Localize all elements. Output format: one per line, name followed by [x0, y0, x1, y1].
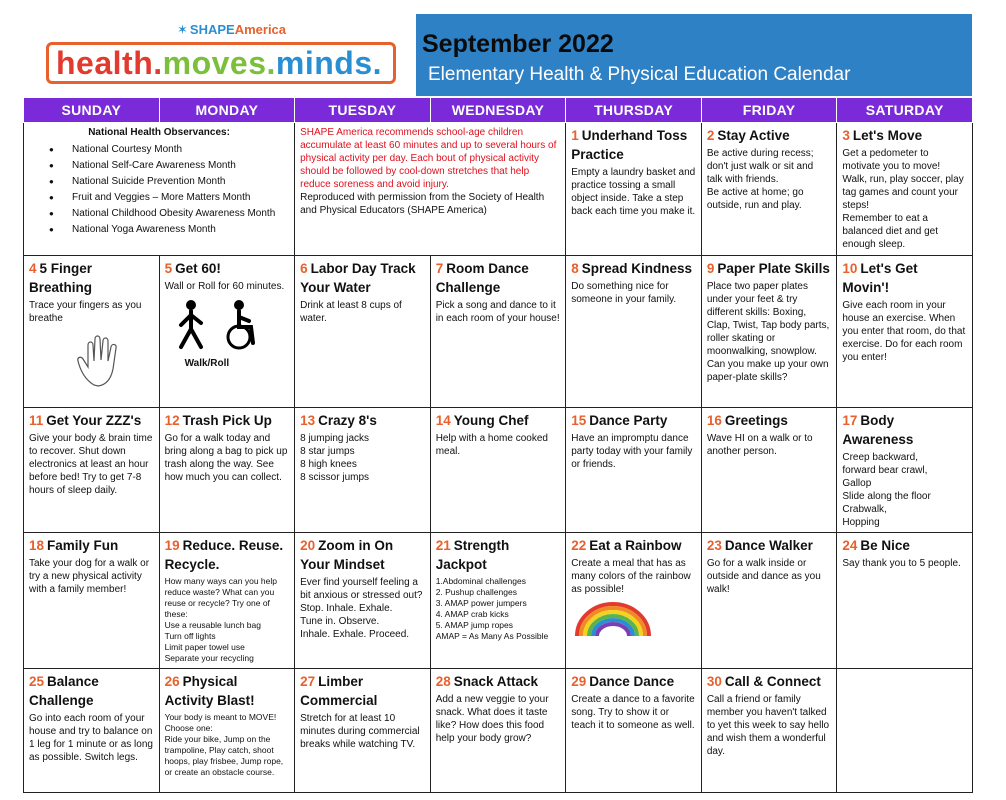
- day-number: 2: [706, 128, 715, 143]
- day-number: 14: [435, 413, 451, 428]
- day-number: 1: [571, 128, 579, 143]
- day-cell-4: [24, 256, 160, 408]
- title-banner: [416, 14, 972, 96]
- day-number: 30: [706, 674, 722, 689]
- day-title: Let's Move: [852, 128, 923, 143]
- observance-item: ● National Self-Care Awareness Month: [29, 158, 289, 174]
- day-cell-25: [24, 669, 160, 793]
- day-text: Create a dance to a favorite song. Try to show it or teach it to someone as well.: [571, 694, 695, 731]
- day-line: Turn off lights: [164, 631, 216, 641]
- day-number: 10: [842, 261, 858, 276]
- day-title: Reduce. Reuse. Recycle.: [164, 538, 284, 572]
- walk-roll-label: Walk/Roll: [184, 358, 230, 369]
- day-line: Slide along the floor: [842, 491, 931, 502]
- day-cell-16: [701, 408, 837, 533]
- day-heading: [842, 126, 967, 145]
- day-heading: [707, 411, 832, 430]
- day-text: Pick a song and dance to it in each room of your house!: [435, 300, 560, 324]
- day-line: 5. AMAP jump ropes: [435, 620, 514, 630]
- day-cell-22: [566, 533, 702, 669]
- day-title: Call & Connect: [724, 674, 821, 689]
- day-heading: [29, 672, 154, 710]
- day-text: Place two paper plates under your feet & try different skills: Boxing, Clap, Twist, Tap body parts, roller skating or moonwalking, snowplow. Can you make up your own paper-plate skills?: [706, 281, 830, 383]
- day-number: 5: [164, 261, 173, 276]
- day-heading: [300, 259, 425, 297]
- day-line: Tune in. Observe.: [300, 616, 380, 627]
- day-title: Trash Pick Up: [182, 413, 272, 428]
- day-heading: [571, 259, 696, 278]
- day-heading: [300, 411, 425, 430]
- observances-list: [29, 142, 289, 238]
- day-text: Have an impromptu dance party today with your family or friends.: [571, 433, 693, 470]
- day-heading: [165, 411, 290, 430]
- day-line: Inhale. Exhale. Proceed.: [300, 629, 410, 640]
- day-number: 7: [435, 261, 444, 276]
- day-title: Crazy 8's: [318, 413, 377, 428]
- observance-item: ● Fruit and Veggies – More Matters Month: [29, 190, 289, 206]
- day-cell-9: [701, 256, 837, 408]
- week-row: [24, 123, 973, 256]
- day-number: 24: [842, 538, 858, 553]
- calendar-title: September 2022: [422, 30, 614, 58]
- day-lines: [165, 576, 290, 664]
- weekday-tuesday: TUESDAY: [295, 98, 431, 123]
- health-moves-minds-logo: health.moves.minds.: [56, 45, 383, 81]
- day-number: 22: [571, 538, 587, 553]
- day-heading: [29, 411, 154, 430]
- day-number: 27: [300, 674, 316, 689]
- day-cell-18: [24, 533, 160, 669]
- rainbow-icon: [571, 600, 655, 638]
- day-line: Use a reusable lunch bag: [164, 620, 261, 630]
- day-text: Wall or Roll for 60 minutes.: [164, 281, 285, 292]
- day-heading: [842, 411, 967, 449]
- weekday-monday: MONDAY: [159, 98, 295, 123]
- header: [0, 0, 1006, 96]
- day-cell-1: [566, 123, 702, 256]
- day-number: 17: [842, 413, 858, 428]
- day-text: Be active during recess; don't just walk or sit and talk with friends.: [706, 148, 814, 185]
- empty-cell: [837, 669, 973, 793]
- day-text: Ever find yourself feeling a bit anxious or stressed out?: [300, 577, 423, 601]
- day-line: Hopping: [842, 517, 880, 528]
- day-number: 20: [300, 538, 316, 553]
- observance-item: ● National Suicide Prevention Month: [29, 174, 289, 190]
- day-heading: [707, 536, 832, 555]
- week-row: [24, 408, 973, 533]
- day-line: Crabwalk,: [842, 504, 887, 515]
- day-text: Give each room in your house an exercise. When you enter that room, do that exercise. Do for each room you enter!: [842, 300, 966, 363]
- day-text: Say thank you to 5 people.: [842, 558, 961, 569]
- day-title: Zoom in On Your Mindset: [300, 538, 394, 572]
- weekday-wednesday: WEDNESDAY: [430, 98, 566, 123]
- day-cell-3: [837, 123, 973, 256]
- day-title: Balance Challenge: [29, 674, 99, 708]
- day-text: Help with a home cooked meal.: [435, 433, 548, 457]
- day-cell-11: [24, 408, 160, 533]
- day-lines: [842, 451, 967, 529]
- recommendation-cell: [295, 123, 566, 256]
- observance-item: ● National Yoga Awareness Month: [29, 222, 289, 238]
- day-title: Labor Day Track Your Water: [300, 261, 416, 295]
- recommendation-text: SHAPE America recommends school-age children accumulate at least 60 minutes and up to several hours of physical activity per day. Each bout of physical activity should be followed by cool-down stretches that help reduce soreness and avoid injury.: [300, 127, 557, 190]
- day-cell-24: [837, 533, 973, 669]
- day-number: 3: [842, 128, 850, 143]
- day-text: Call a friend or family member you haven't talked to yet this week to say hello and wish them a wonderful day.: [706, 694, 830, 757]
- week-row: [24, 669, 973, 793]
- day-title: Family Fun: [47, 538, 119, 553]
- day-line: 3. AMAP power jumpers: [435, 598, 527, 608]
- day-cell-15: [566, 408, 702, 533]
- day-line: 8 jumping jacks: [300, 433, 370, 444]
- day-number: 16: [706, 413, 722, 428]
- day-cell-13: [295, 408, 431, 533]
- day-cell-10: [837, 256, 973, 408]
- day-title: Snack Attack: [453, 674, 539, 689]
- day-number: 6: [300, 261, 308, 276]
- weekday-sunday: SUNDAY: [24, 98, 160, 123]
- week-row: [24, 533, 973, 669]
- day-heading: [436, 672, 561, 691]
- day-cell-20: [295, 533, 431, 669]
- day-title: Get 60!: [175, 261, 221, 276]
- day-title: Young Chef: [453, 413, 529, 428]
- day-cell-26: [159, 669, 295, 793]
- day-heading: [165, 536, 290, 574]
- day-number: 19: [164, 538, 180, 553]
- day-title: Paper Plate Skills: [717, 261, 830, 276]
- day-number: 13: [300, 413, 316, 428]
- day-heading: [842, 259, 967, 297]
- day-text: Your body is meant to MOVE! Choose one:: [164, 712, 277, 733]
- day-line: Creep backward,: [842, 452, 918, 463]
- day-heading: [300, 672, 425, 710]
- day-number: 23: [706, 538, 722, 553]
- day-number: 12: [164, 413, 180, 428]
- day-text: Wave HI on a walk or to another person.: [706, 433, 813, 457]
- day-title: Eat a Rainbow: [589, 538, 682, 553]
- day-title: Dance Dance: [589, 674, 675, 689]
- day-text: Go for a walk inside or outside and dance as you walk!: [706, 558, 821, 595]
- day-line: 8 high knees: [300, 459, 357, 470]
- day-heading: [29, 259, 154, 297]
- day-lines: [300, 602, 425, 641]
- observances-title: National Health Observances:: [88, 127, 230, 138]
- day-line: 8 star jumps: [300, 446, 355, 457]
- day-text: Go into each room of your house and try to balance on 1 leg for 1 minute or as long as possible. Switch legs.: [29, 713, 153, 763]
- day-title: Stay Active: [717, 128, 790, 143]
- day-heading: [29, 536, 154, 555]
- day-heading: [842, 536, 967, 555]
- day-heading: [707, 259, 832, 278]
- observance-item: ● National Childhood Obesity Awareness Month: [29, 206, 289, 222]
- weekday-saturday: SATURDAY: [837, 98, 973, 123]
- day-cell-27: [295, 669, 431, 793]
- day-number: 18: [29, 538, 45, 553]
- day-line: Gallop: [842, 478, 872, 489]
- day-line: 2. Pushup challenges: [435, 587, 517, 597]
- day-text: Drink at least 8 cups of water.: [300, 300, 402, 324]
- day-cell-17: [837, 408, 973, 533]
- day-text: Empty a laundry basket and practice tossing a small object inside. Take a step back each time you make it.: [571, 167, 696, 217]
- day-lines: [436, 576, 561, 642]
- day-line: Separate your recycling: [164, 653, 254, 663]
- day-cell-6: [295, 256, 431, 408]
- day-cell-5: [159, 256, 295, 408]
- day-number: 15: [571, 413, 587, 428]
- day-text-extra: Ride your bike, Jump on the trampoline, Play catch, shoot hoops, play frisbee, Jump rope, or create an obstacle course.: [164, 734, 284, 777]
- day-heading: [165, 672, 290, 710]
- day-cell-30: [701, 669, 837, 793]
- day-line: Stop. Inhale. Exhale.: [300, 603, 393, 614]
- walking-person-icon: [173, 299, 209, 351]
- weekday-header-row: [24, 98, 973, 123]
- observances-cell: [24, 123, 295, 256]
- day-line: 1.Abdominal challenges: [435, 576, 526, 586]
- permission-text: Reproduced with permission from the Society of Health and Physical Educators (SHAPE America): [300, 192, 545, 216]
- day-number: 11: [29, 413, 44, 428]
- day-title: Dance Party: [589, 413, 668, 428]
- day-number: 4: [29, 261, 37, 276]
- day-line: How many ways can you help reduce waste? What can you reuse or recycle? Try one of these:: [164, 576, 278, 619]
- day-text: Stretch for at least 10 minutes during commercial breaks while watching TV.: [300, 713, 420, 750]
- day-line: forward bear crawl,: [842, 465, 928, 476]
- day-title: Physical Activity Blast!: [164, 674, 255, 708]
- day-heading: [707, 126, 832, 145]
- day-heading: [571, 672, 696, 691]
- day-number: 28: [435, 674, 451, 689]
- day-heading: [436, 259, 561, 297]
- day-title: Limber Commercial: [300, 674, 378, 708]
- day-cell-7: [430, 256, 566, 408]
- day-text: Get a pedometer to motivate you to move! Walk, run, play soccer, play tag games and count your steps!: [842, 148, 964, 211]
- day-title: Be Nice: [860, 538, 910, 553]
- day-title: Body Awareness: [842, 413, 914, 447]
- day-line: AMAP = As Many As Possible: [435, 631, 549, 641]
- day-number: 25: [29, 674, 45, 689]
- day-heading: [571, 536, 696, 555]
- day-title: Get Your ZZZ's: [46, 413, 142, 428]
- day-cell-19: [159, 533, 295, 669]
- day-line: 8 scissor jumps: [300, 472, 370, 483]
- day-title: Room Dance Challenge: [435, 261, 529, 295]
- week-row: [24, 256, 973, 408]
- day-title: Dance Walker: [724, 538, 813, 553]
- shape-figure-icon: ✶: [177, 22, 188, 37]
- observance-item: ● National Courtesy Month: [29, 142, 289, 158]
- day-number: 8: [571, 261, 579, 276]
- day-title: Strength Jackpot: [435, 538, 510, 572]
- day-number: 9: [706, 261, 715, 276]
- day-title: Let's Get Movin'!: [842, 261, 918, 295]
- day-cell-23: [701, 533, 837, 669]
- day-heading: [165, 259, 290, 278]
- day-text: Go for a walk today and bring along a bag to pick up trash along the way. See how much you can collect.: [164, 433, 288, 483]
- day-line: Limit paper towel use: [164, 642, 245, 652]
- day-number: 26: [164, 674, 180, 689]
- day-text: Do something nice for someone in your family.: [571, 281, 677, 305]
- day-title: Greetings: [724, 413, 788, 428]
- calendar-subtitle: Elementary Health & Physical Education Calendar: [428, 64, 851, 85]
- wheelchair-icon: [219, 299, 263, 351]
- calendar-grid: [23, 97, 973, 793]
- day-heading: [436, 536, 561, 574]
- day-cell-14: [430, 408, 566, 533]
- day-number: 29: [571, 674, 587, 689]
- day-line: 4. AMAP crab kicks: [435, 609, 509, 619]
- day-number: 21: [435, 538, 451, 553]
- day-heading: [571, 411, 696, 430]
- day-text: Take your dog for a walk or try a new physical activity with a family member!: [29, 558, 150, 595]
- day-title: Spread Kindness: [581, 261, 693, 276]
- day-heading: [436, 411, 561, 430]
- weekday-thursday: THURSDAY: [566, 98, 702, 123]
- day-text: Create a meal that has as many colors of the rainbow as possible!: [571, 558, 691, 595]
- day-title: 5 Finger Breathing: [29, 261, 93, 295]
- day-cell-8: [566, 256, 702, 408]
- day-cell-21: [430, 533, 566, 669]
- weekday-friday: FRIDAY: [701, 98, 837, 123]
- day-cell-12: [159, 408, 295, 533]
- day-text-extra: Be active at home; go outside, run and play.: [706, 187, 804, 211]
- day-heading: [571, 126, 696, 164]
- day-lines: [300, 432, 425, 484]
- day-heading: [300, 536, 425, 574]
- day-cell-29: [566, 669, 702, 793]
- day-text: Add a new veggie to your snack. What does it taste like? How does this food help your body grow?: [435, 694, 549, 744]
- day-text: Trace your fingers as you breathe: [29, 300, 142, 324]
- day-cell-2: [701, 123, 837, 256]
- day-text-extra: Remember to eat a balanced diet and get enough sleep.: [842, 213, 939, 250]
- hand-outline-icon: [74, 333, 144, 389]
- day-cell-28: [430, 669, 566, 793]
- day-title: Underhand Toss Practice: [571, 128, 688, 162]
- day-text: Give your body & brain time to recover. Shut down electronics at least an hour before bed! Try to get 7-8 hours of sleep daily.: [29, 433, 153, 496]
- day-heading: [707, 672, 832, 691]
- shape-america-logo: ✶ SHAPEAmerica: [177, 22, 287, 37]
